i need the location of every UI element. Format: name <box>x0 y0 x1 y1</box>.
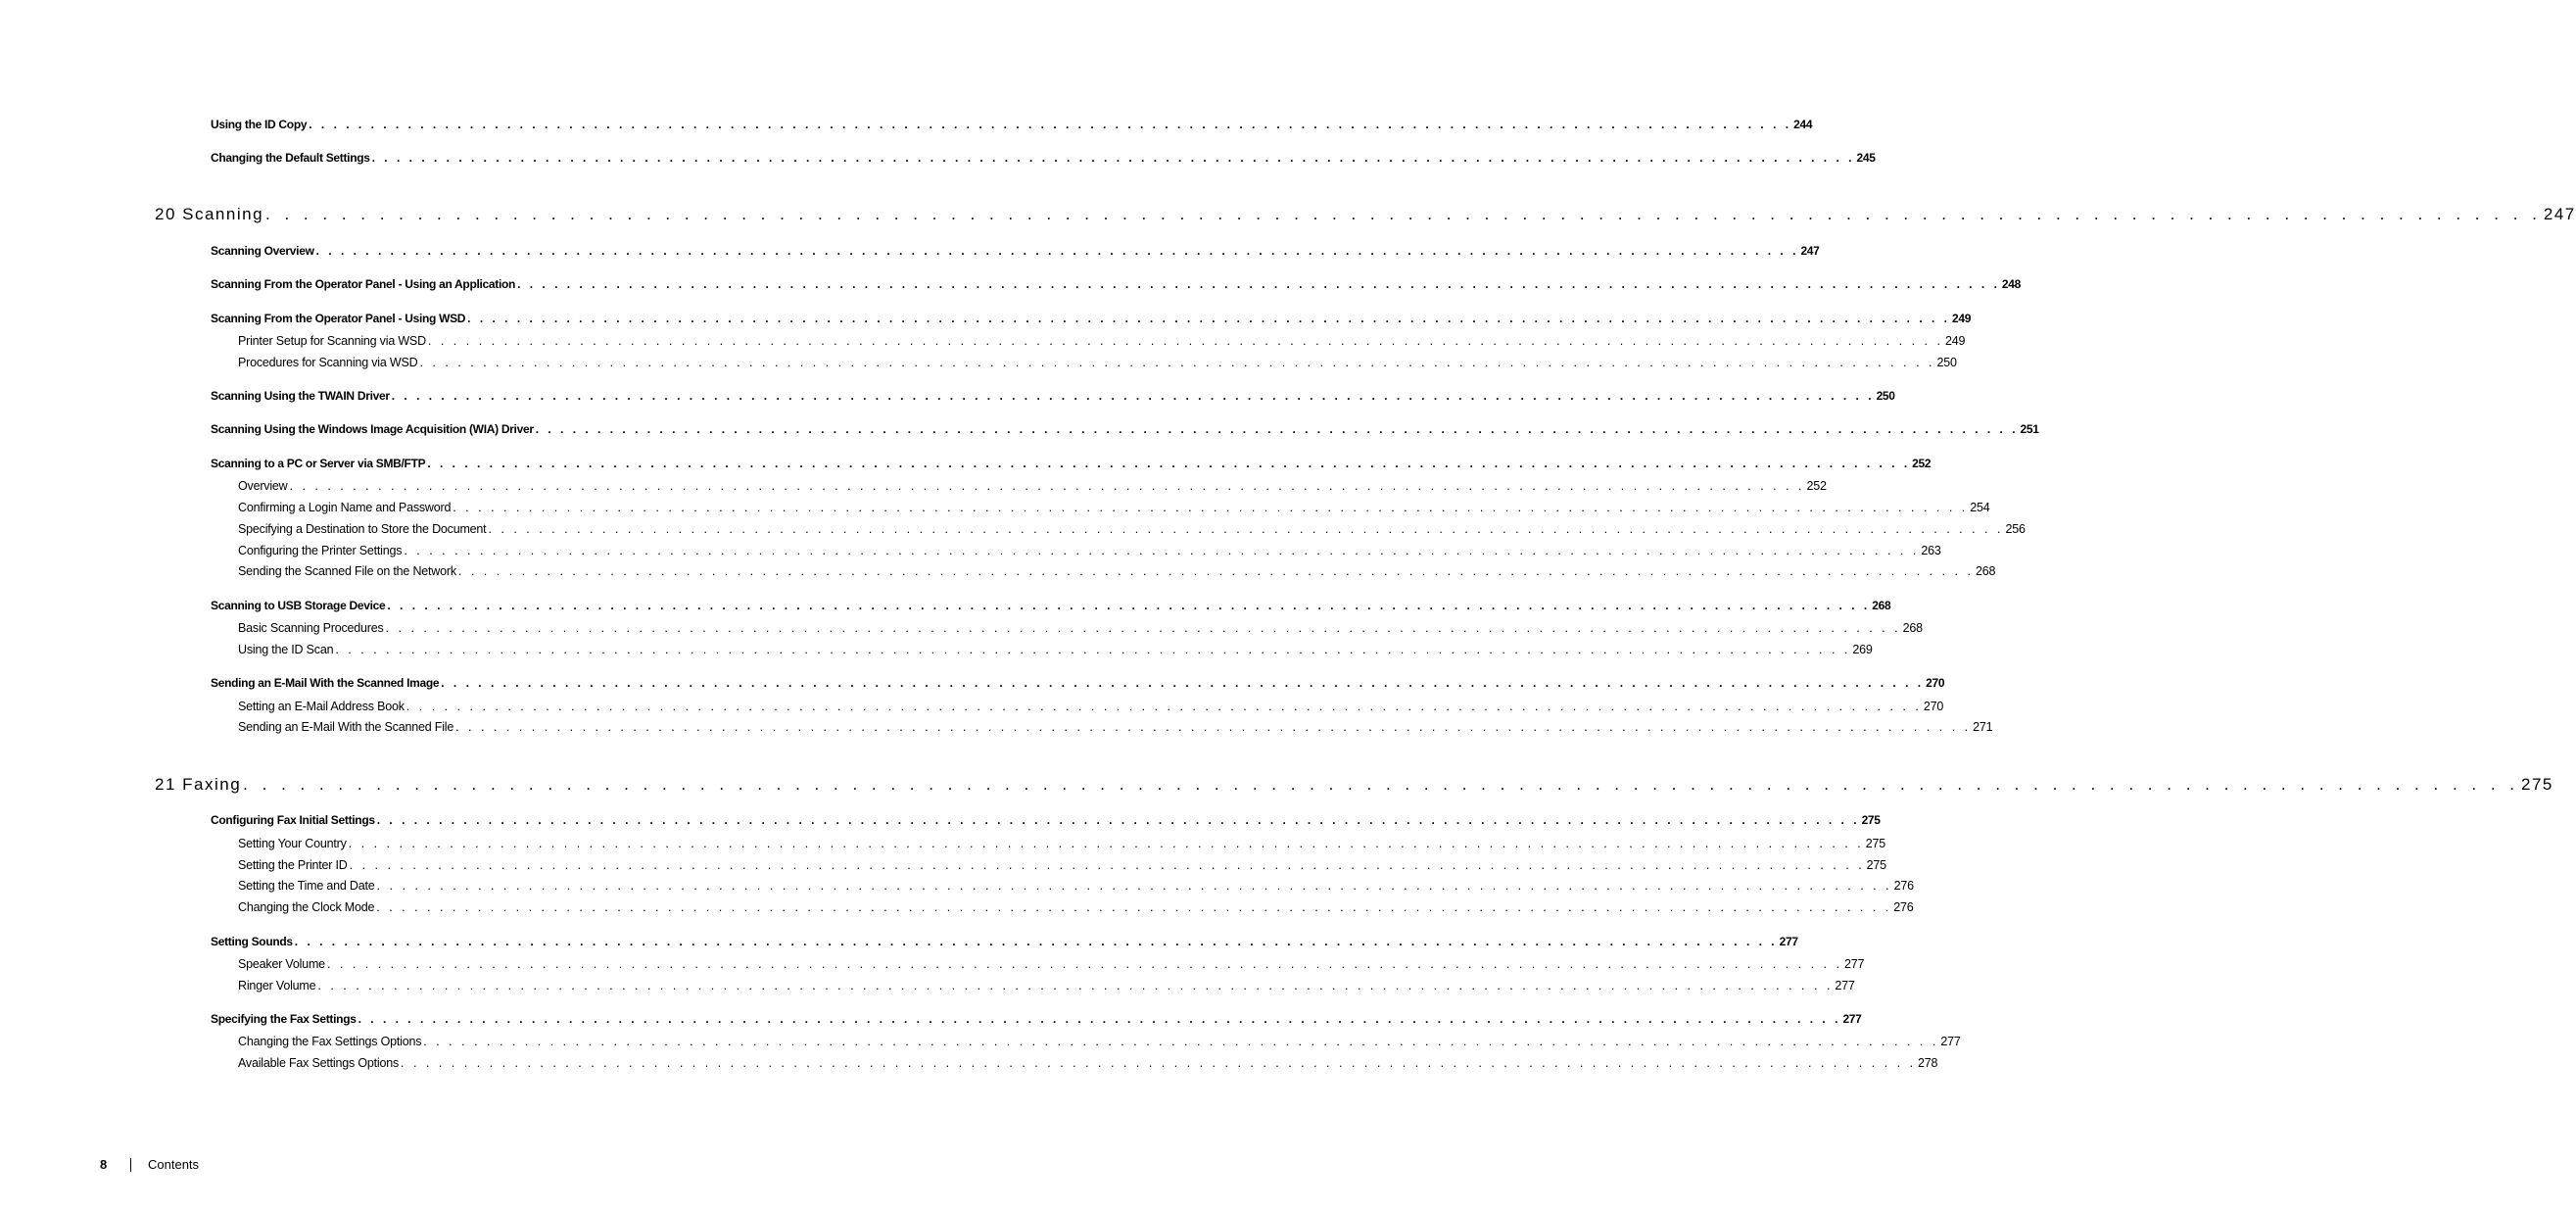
toc-leader-dots: . . . . . . . . . . . . . . . . . . . . . . . . . . . . . . . . . . . . . . . . . . . . . . . . . . . . . . . . . . . . . . . . . . . . . . . . . . . . . . . . . . . . . . . . . . . . . . . . . . . . . . . . . . . . . . . . . . . . . . . . <box>315 244 1799 258</box>
toc-entry[interactable] <box>238 900 1914 918</box>
toc-entry-label: Setting Sounds <box>211 935 293 948</box>
toc-leader-dots: . . . . . . . . . . . . . . . . . . . . . . . . . . . . . . . . . . . . . . . . . . . . . . . . . . . . . . . . . . . . . . . . . . . . . . . . . . . . . . . . . . . . . . . . . . . . . . . . . . . . . . . . . . . . . . . . . . . . . . . . <box>535 422 2019 436</box>
toc-entry[interactable] <box>238 1035 1961 1052</box>
toc-leader-dots: . . . . . . . . . . . . . . . . . . . . . . . . . . . . . . . . . . . . . . . . . . . . . . . . . . . . . . . . . . . . . . . . . . . . . . . . . . . . . . . . . . . . . . . . . . . . . . . . . . . . . . . . . . . . . . . . . . . . . . . . <box>427 334 1943 348</box>
toc-entry-label: Changing the Fax Settings Options <box>238 1035 422 1048</box>
toc-entry-page-number: 277 <box>1842 1012 1862 1026</box>
toc-entry-label: 21 Faxing <box>155 775 242 794</box>
toc-entry-page-number: 271 <box>1973 720 1993 734</box>
toc-entry-label: Scanning From the Operator Panel - Using an Application <box>211 277 516 291</box>
toc-entry[interactable] <box>211 935 1798 952</box>
toc-entry-page-number: 247 <box>1800 244 1820 258</box>
toc-entry[interactable] <box>238 522 2026 540</box>
toc-entry[interactable] <box>211 118 1813 135</box>
toc-entry[interactable] <box>238 356 1957 373</box>
toc-entry-label: Ringer Volume <box>238 979 316 992</box>
toc-entry-label: Changing the Default Settings <box>211 151 370 165</box>
toc-entry-label: Setting Your Country <box>238 837 347 850</box>
toc-entry[interactable] <box>238 700 1944 717</box>
toc-entry-page-number: 270 <box>1923 700 1944 713</box>
toc-entry-page-number: 245 <box>1856 151 1876 165</box>
toc-entry-page-number: 247 <box>2543 205 2576 223</box>
toc-entry-label: Using the ID Scan <box>238 643 334 656</box>
toc-entry[interactable] <box>238 837 1885 854</box>
footer-divider <box>130 1158 131 1172</box>
toc-entry-page-number: 278 <box>1918 1056 1938 1070</box>
toc-entry[interactable] <box>238 957 1865 975</box>
toc-leader-dots: . . . . . . . . . . . . . . . . . . . . . . . . . . . . . . . . . . . . . . . . . . . . . . . . . . . . . . . . . . . . . . . . . . . . . . . . . . . . . . . . . . . . . . . . . . . . . . . . . . . . . . . . . . . . . . . . . . . . . . . . <box>488 522 2004 536</box>
toc-entry[interactable] <box>211 277 2022 295</box>
toc-entry[interactable] <box>211 676 1945 694</box>
toc-entry-page-number: 277 <box>1940 1035 1961 1048</box>
toc-entry-label: Sending the Scanned File on the Network <box>238 564 456 578</box>
toc-leader-dots: . . . . . . . . . . . . . . . . . . . . . . . . . . . . . . . . . . . . . . . . . . . . . . . . . . . . . . . . . . . . . . . . . . . . . . . . . . . . . . . . . . . . . . . . . . . . . . . . . . . . . . . . . . . . . . . . . . . . . . . . <box>309 118 1792 131</box>
toc-entry-page-number: 252 <box>1806 479 1827 493</box>
toc-leader-dots: . . . . . . . . . . . . . . . . . . . . . . . . . . . . . . . . . . . . . . . . . . . . . . . . . . . . . . . . . . . . . . . . . . . . . . . . . . . . . . . . . . . . . . . . . . . . . . . . . . . . . . . . . . . . . . . . . . . . . . . . <box>441 676 1925 690</box>
toc-entry-label: Configuring Fax Initial Settings <box>211 813 375 827</box>
toc-leader-dots: . . . . . . . . . . . . . . . . . . . . . . . . . . . . . . . . . . . . . . . . . . . . . . . . . . . . . . . . . . . . . . . . . . . . . . . . . . . . . . . . . . . . . . . . . . . . . . . . . . . . . . . . . . . . . . . . . . . . . . . . <box>376 813 1860 827</box>
toc-entry-label: Scanning to USB Storage Device <box>211 599 386 612</box>
toc-entry-page-number: 276 <box>1893 900 1914 914</box>
toc-entry-label: Changing the Clock Mode <box>238 900 375 914</box>
toc-entry[interactable] <box>238 501 1990 518</box>
toc-entry-label: Confirming a Login Name and Password <box>238 501 452 514</box>
toc-entry-page-number: 277 <box>1779 935 1798 948</box>
toc-entry-page-number: 270 <box>1926 676 1945 690</box>
toc-entry[interactable] <box>211 312 1972 329</box>
toc-entry-page-number: 248 <box>2001 277 2022 291</box>
toc-entry-page-number: 275 <box>1861 813 1881 827</box>
toc-leader-dots: . . . . . . . . . . . . . . . . . . . . . . . . . . . . . . . . . . . . . . . . . . . . . . . . . . . . . . . . . . . . . . . . . . . . . . . . . . . . . . . . . . . . . . . . . . . . . . . . . . . . . . . . . . . . . . . . . . . . . . . . <box>423 1035 1939 1048</box>
toc-entry[interactable] <box>211 244 1820 262</box>
toc-entry[interactable] <box>211 1012 1862 1030</box>
toc-leader-dots: . . . . . . . . . . . . . . . . . . . . . . . . . . . . . . . . . . . . . . . . . . . . . . . . . . . . . . . . . . . . . . . . . . . . . . . . . . . . . . . . . . . . . . . . . . . . . . . . . . . . . . . . . . . . . . . . . . . . . . . . <box>419 356 1935 369</box>
toc-leader-dots: . . . . . . . . . . . . . . . . . . . . . . . . . . . . . . . . . . . . . . . . . . . . . . . . . . . . . . . . . . . . . . . . . . . . . . . . . . . . . . . . . . . . . . . . . . . . . . . . . . . . . . . . . . . . . . . . . . . . . . . . <box>404 544 1920 557</box>
toc-leader-dots: . . . . . . . . . . . . . . . . . . . . . . . . . . . . . . . . . . . . . . . . . . . . . . . . . . . . . . . . . . . . . . . . . . . . . . . . . . . . . . . . . . . . . . . . . . . . . . . . . . . . . . . . . . . . . . . . . . . . . . . . <box>317 979 1834 992</box>
toc-entry-page-number: 249 <box>1952 312 1972 325</box>
toc-entry-page-number: 254 <box>1970 501 1990 514</box>
toc-leader-dots: . . . . . . . . . . . . . . . . . . . . . . . . . . . . . . . . . . . . . . . . . . . . . . . . . . . . . . . . . . . . . . . . . . . . . . . . . . . . . . . . . . . . . . . . . . . . . . . . . . . . . . . . . . . . . . . . . . . . . . . . <box>243 775 2520 794</box>
toc-entry-label: Setting an E-Mail Address Book <box>238 700 405 713</box>
toc-entry-label: Setting the Printer ID <box>238 858 348 872</box>
toc-entry-label: Scanning to a PC or Server via SMB/FTP <box>211 457 426 470</box>
toc-leader-dots: . . . . . . . . . . . . . . . . . . . . . . . . . . . . . . . . . . . . . . . . . . . . . . . . . . . . . . . . . . . . . . . . . . . . . . . . . . . . . . . . . . . . . . . . . . . . . . . . . . . . . . . . . . . . . . . . . . . . . . . . <box>289 479 1805 493</box>
toc-leader-dots: . . . . . . . . . . . . . . . . . . . . . . . . . . . . . . . . . . . . . . . . . . . . . . . . . . . . . . . . . . . . . . . . . . . . . . . . . . . . . . . . . . . . . . . . . . . . . . . . . . . . . . . . . . . . . . . . . . . . . . . . <box>453 501 1969 514</box>
toc-entry-page-number: 268 <box>1872 599 1891 612</box>
toc-entry-page-number: 256 <box>2005 522 2026 536</box>
toc-entry-page-number: 277 <box>1843 957 1865 971</box>
toc-entry-label: Setting the Time and Date <box>238 879 375 893</box>
toc-entry-page-number: 252 <box>1912 457 1932 470</box>
toc-entry-label: Speaker Volume <box>238 957 325 971</box>
toc-entry[interactable] <box>238 858 1886 876</box>
toc-leader-dots: . . . . . . . . . . . . . . . . . . . . . . . . . . . . . . . . . . . . . . . . . . . . . . . . . . . . . . . . . . . . . . . . . . . . . . . . . . . . . . . . . . . . . . . . . . . . . . . . . . . . . . . . . . . . . . . . . . . . . . . . <box>376 879 1892 893</box>
toc-chapter-entry[interactable] <box>155 205 2576 228</box>
toc-leader-dots: . . . . . . . . . . . . . . . . . . . . . . . . . . . . . . . . . . . . . . . . . . . . . . . . . . . . . . . . . . . . . . . . . . . . . . . . . . . . . . . . . . . . . . . . . . . . . . . . . . . . . . . . . . . . . . . . . . . . . . . . <box>517 277 2000 291</box>
toc-entry[interactable] <box>238 621 1923 639</box>
toc-leader-dots: . . . . . . . . . . . . . . . . . . . . . . . . . . . . . . . . . . . . . . . . . . . . . . . . . . . . . . . . . . . . . . . . . . . . . . . . . . . . . . . . . . . . . . . . . . . . . . . . . . . . . . . . . . . . . . . . . . . . . . . . <box>326 957 1842 971</box>
toc-chapter-entry[interactable] <box>155 775 2553 799</box>
toc-entry-label: Available Fax Settings Options <box>238 1056 400 1070</box>
toc-entry-label: Scanning Using the Windows Image Acquisition (WIA) Driver <box>211 422 534 436</box>
toc-entry-page-number: 249 <box>1944 334 1966 348</box>
toc-entry-label: Specifying a Destination to Store the Document <box>238 522 487 536</box>
toc-entry[interactable] <box>238 879 1914 896</box>
toc-entry[interactable] <box>211 599 1891 616</box>
toc-entry[interactable] <box>238 334 1966 352</box>
toc-leader-dots: . . . . . . . . . . . . . . . . . . . . . . . . . . . . . . . . . . . . . . . . . . . . . . . . . . . . . . . . . . . . . . . . . . . . . . . . . . . . . . . . . . . . . . . . . . . . . . . . . . . . . . . . . . . . . . . . . . . . . . . . <box>405 700 1922 713</box>
toc-entry[interactable] <box>238 544 1941 561</box>
toc-leader-dots: . . . . . . . . . . . . . . . . . . . . . . . . . . . . . . . . . . . . . . . . . . . . . . . . . . . . . . . . . . . . . . . . . . . . . . . . . . . . . . . . . . . . . . . . . . . . . . . . . . . . . . . . . . . . . . . . . . . . . . . . <box>371 151 1855 165</box>
toc-leader-dots: . . . . . . . . . . . . . . . . . . . . . . . . . . . . . . . . . . . . . . . . . . . . . . . . . . . . . . . . . . . . . . . . . . . . . . . . . . . . . . . . . . . . . . . . . . . . . . . . . . . . . . . . . . . . . . . . . . . . . . . . <box>348 837 1864 850</box>
footer-section-title: Contents <box>148 1157 200 1172</box>
toc-leader-dots: . . . . . . . . . . . . . . . . . . . . . . . . . . . . . . . . . . . . . . . . . . . . . . . . . . . . . . . . . . . . . . . . . . . . . . . . . . . . . . . . . . . . . . . . . . . . . . . . . . . . . . . . . . . . . . . . . . . . . . . . <box>376 900 1892 914</box>
toc-entry-label: Procedures for Scanning via WSD <box>238 356 418 369</box>
toc-leader-dots: . . . . . . . . . . . . . . . . . . . . . . . . . . . . . . . . . . . . . . . . . . . . . . . . . . . . . . . . . . . . . . . . . . . . . . . . . . . . . . . . . . . . . . . . . . . . . . . . . . . . . . . . . . . . . . . . . . . . . . . . <box>387 599 1871 612</box>
toc-entry[interactable] <box>238 479 1827 497</box>
toc-entry-label: Configuring the Printer Settings <box>238 544 403 557</box>
toc-entry-page-number: 276 <box>1893 879 1914 893</box>
toc-entry-page-number: 277 <box>1835 979 1855 992</box>
toc-leader-dots: . . . . . . . . . . . . . . . . . . . . . . . . . . . . . . . . . . . . . . . . . . . . . . . . . . . . . . . . . . . . . . . . . . . . . . . . . . . . . . . . . . . . . . . . . . . . . . . . . . . . . . . . . . . . . . . . . . . . . . . . <box>294 935 1778 948</box>
toc-entry-label: Basic Scanning Procedures <box>238 621 384 635</box>
toc-entry[interactable] <box>211 422 2039 440</box>
toc-entry[interactable] <box>238 643 1873 660</box>
toc-entry-page-number: 275 <box>2521 775 2553 794</box>
toc-entry-page-number: 268 <box>1902 621 1923 635</box>
toc-entry-label: Scanning Using the TWAIN Driver <box>211 389 390 403</box>
toc-entry-page-number: 269 <box>1852 643 1873 656</box>
toc-entry-label: 20 Scanning <box>155 205 264 223</box>
toc-leader-dots: . . . . . . . . . . . . . . . . . . . . . . . . . . . . . . . . . . . . . . . . . . . . . . . . . . . . . . . . . . . . . . . . . . . . . . . . . . . . . . . . . . . . . . . . . . . . . . . . . . . . . . . . . . . . . . . . . . . . . . . . <box>457 564 1974 578</box>
toc-entry-page-number: 250 <box>1876 389 1895 403</box>
toc-entry-label: Using the ID Copy <box>211 118 308 131</box>
toc-entry-label: Specifying the Fax Settings <box>211 1012 357 1026</box>
toc-entry-page-number: 275 <box>1865 837 1885 850</box>
toc-entry-label: Overview <box>238 479 288 493</box>
footer-page-number: 8 <box>100 1157 108 1172</box>
toc-leader-dots: . . . . . . . . . . . . . . . . . . . . . . . . . . . . . . . . . . . . . . . . . . . . . . . . . . . . . . . . . . . . . . . . . . . . . . . . . . . . . . . . . . . . . . . . . . . . . . . . . . . . . . . . . . . . . . . . . . . . . . . . <box>467 312 1950 325</box>
toc-entry[interactable] <box>211 151 1876 169</box>
toc-leader-dots: . . . . . . . . . . . . . . . . . . . . . . . . . . . . . . . . . . . . . . . . . . . . . . . . . . . . . . . . . . . . . . . . . . . . . . . . . . . . . . . . . . . . . . . . . . . . . . . . . . . . . . . . . . . . . . . . . . . . . . . . <box>391 389 1875 403</box>
toc-leader-dots: . . . . . . . . . . . . . . . . . . . . . . . . . . . . . . . . . . . . . . . . . . . . . . . . . . . . . . . . . . . . . . . . . . . . . . . . . . . . . . . . . . . . . . . . . . . . . . . . . . . . . . . . . . . . . . . . . . . . . . . . <box>385 621 1901 635</box>
toc-entry-page-number: 250 <box>1936 356 1957 369</box>
toc-leader-dots: . . . . . . . . . . . . . . . . . . . . . . . . . . . . . . . . . . . . . . . . . . . . . . . . . . . . . . . . . . . . . . . . . . . . . . . . . . . . . . . . . . . . . . . . . . . . . . . . . . . . . . . . . . . . . . . . . . . . . . . . <box>358 1012 1841 1026</box>
toc-entry[interactable] <box>238 1056 1938 1074</box>
toc-leader-dots: . . . . . . . . . . . . . . . . . . . . . . . . . . . . . . . . . . . . . . . . . . . . . . . . . . . . . . . . . . . . . . . . . . . . . . . . . . . . . . . . . . . . . . . . . . . . . . . . . . . . . . . . . . . . . . . . . . . . . . . . <box>265 205 2542 223</box>
toc-leader-dots: . . . . . . . . . . . . . . . . . . . . . . . . . . . . . . . . . . . . . . . . . . . . . . . . . . . . . . . . . . . . . . . . . . . . . . . . . . . . . . . . . . . . . . . . . . . . . . . . . . . . . . . . . . . . . . . . . . . . . . . . <box>401 1056 1917 1070</box>
toc-entry-label: Printer Setup for Scanning via WSD <box>238 334 426 348</box>
toc-entry-page-number: 251 <box>2020 422 2039 436</box>
toc-entry[interactable] <box>211 389 1895 407</box>
toc-entry[interactable] <box>211 813 1881 831</box>
toc-entry-label: Scanning Overview <box>211 244 314 258</box>
toc-entry-label: Sending an E-Mail With the Scanned File <box>238 720 454 734</box>
toc-entry-page-number: 268 <box>1975 564 1996 578</box>
toc-entry[interactable] <box>238 979 1855 996</box>
toc-entry[interactable] <box>238 564 1996 582</box>
toc-entry-label: Scanning From the Operator Panel - Using WSD <box>211 312 466 325</box>
toc-entry-page-number: 263 <box>1921 544 1941 557</box>
toc-leader-dots: . . . . . . . . . . . . . . . . . . . . . . . . . . . . . . . . . . . . . . . . . . . . . . . . . . . . . . . . . . . . . . . . . . . . . . . . . . . . . . . . . . . . . . . . . . . . . . . . . . . . . . . . . . . . . . . . . . . . . . . . <box>455 720 1972 734</box>
toc-leader-dots: . . . . . . . . . . . . . . . . . . . . . . . . . . . . . . . . . . . . . . . . . . . . . . . . . . . . . . . . . . . . . . . . . . . . . . . . . . . . . . . . . . . . . . . . . . . . . . . . . . . . . . . . . . . . . . . . . . . . . . . . <box>349 858 1865 872</box>
toc-leader-dots: . . . . . . . . . . . . . . . . . . . . . . . . . . . . . . . . . . . . . . . . . . . . . . . . . . . . . . . . . . . . . . . . . . . . . . . . . . . . . . . . . . . . . . . . . . . . . . . . . . . . . . . . . . . . . . . . . . . . . . . . <box>427 457 1911 470</box>
toc-entry-label: Sending an E-Mail With the Scanned Image <box>211 676 440 690</box>
toc-entry-page-number: 275 <box>1866 858 1886 872</box>
toc-entry[interactable] <box>211 457 1932 474</box>
toc-leader-dots: . . . . . . . . . . . . . . . . . . . . . . . . . . . . . . . . . . . . . . . . . . . . . . . . . . . . . . . . . . . . . . . . . . . . . . . . . . . . . . . . . . . . . . . . . . . . . . . . . . . . . . . . . . . . . . . . . . . . . . . . <box>335 643 1851 656</box>
toc-entry[interactable] <box>238 720 1993 738</box>
toc-entry-page-number: 244 <box>1793 118 1813 131</box>
